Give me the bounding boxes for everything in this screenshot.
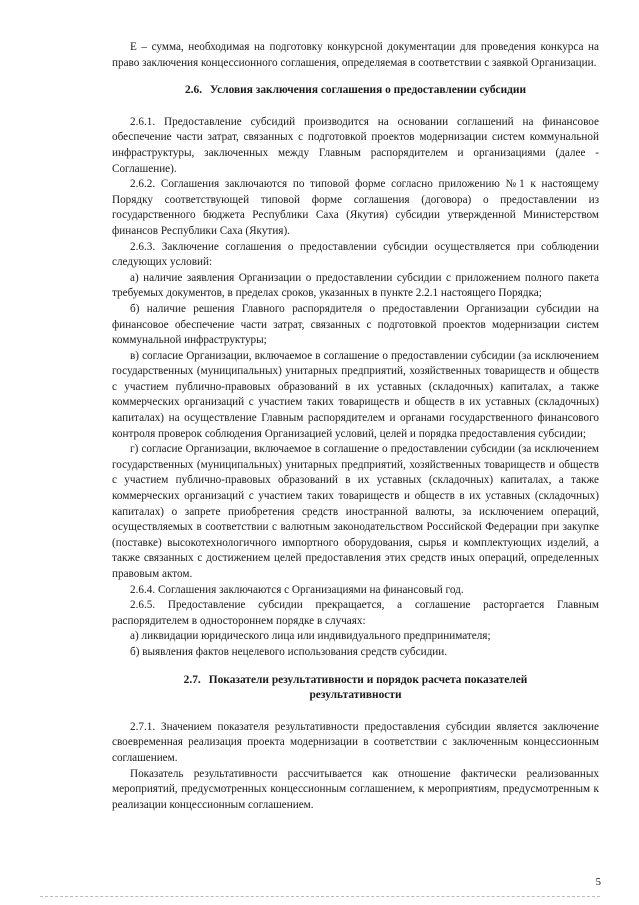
paragraph-2-6-5: 2.6.5. Предоставление субсидии прекращается, а соглашение расторгается Главным распорядителем в одностороннем порядке в случаях: xyxy=(112,599,599,627)
paragraph-2-6-2: 2.6.2. Соглашения заключаются по типовой форме согласно приложению №1 к настоящему Порядку соответствующей типовой форме соглашения (договора) о предоставлении из государственного бюджета Республики Саха (Якутия) субсидии утвержденной Министерством финансов Республики Саха (Якутия). xyxy=(112,178,599,237)
section-title-line1: Показатели результативности и порядок расчета показателей xyxy=(208,673,528,686)
footer-divider xyxy=(40,896,600,897)
section-number: 2.6. xyxy=(184,84,203,97)
condition-a: а) наличие заявления Организации о предоставлении субсидии с приложением полного пакета требуемых документов, в пределах сроков, указанных в пункте 2.2.1 настоящего Порядка; xyxy=(112,271,599,300)
page-number: 5 xyxy=(595,876,601,888)
section-heading-2-6 xyxy=(112,83,599,99)
paragraph-indicator: Показатель результативности рассчитывается как отношение фактически реализованных мероприятий, предусмотренных концессионным соглашением, к мероприятиям, предусмотренным к реализации концессионным соглашением. xyxy=(112,767,599,811)
condition-g: г) согласие Организации, включаемое в соглашение о предоставлении субсидии (за исключением государственных (муниципальных) унитарных предприятий, хозяйственных товариществ и обществ с участием публично-правовых образований в их уставных (складочных) капиталах, а также коммерческих организаций с участием таких товариществ и обществ в их уставных (складочных) капиталах) о запрете приобретения средств иностранной валюты, за исключением операций, осуществляемых в соответствии с валютным законодательством Российской Федерации при закупке (поставке) высокотехнологичного импортного оборудования, сырья и комплектующих изделий, а также связанных с достижением целей предоставления этих средств иных операций, определенных правовым актом. xyxy=(112,443,599,580)
section-title-line2: результативности xyxy=(309,689,402,702)
termination-b: б) выявления фактов нецелевого использования средств субсидии. xyxy=(130,645,448,658)
paragraph-2-6-4: 2.6.4. Соглашения заключаются с Организациями на финансовый год. xyxy=(130,583,464,596)
section-title: Условия заключения соглашения о предоставлении субсидии xyxy=(210,84,527,97)
section-number: 2.7. xyxy=(183,673,201,686)
paragraph-2-6-3: 2.6.3. Заключение соглашения о предоставлении субсидии осуществляется при соблюдении следующих условий: xyxy=(112,240,599,269)
condition-b: б) наличие решения Главного распорядителя о предоставлении Организации субсидии на финансовое обеспечение части затрат, связанных с подготовкой проектов модернизации систем коммунальной инфраструктуры; xyxy=(112,302,599,347)
termination-a: а) ликвидации юридического лица или индивидуального предпринимателя; xyxy=(130,630,491,643)
condition-v: в) согласие Организации, включаемое в соглашение о предоставлении субсидии (за исключением государственных (муниципальных) унитарных предприятий, хозяйственных товариществ и обществ с участием публично-правовых образований в их уставных (складочных) капиталах, а также коммерческих организаций с участием таких товариществ и обществ в их уставных (складочных) капиталах) на осуществление Главным распорядителем и органами государственного финансового контроля проверок соблюдения Организацией условий, целей и порядка предоставления субсидии; xyxy=(112,349,599,440)
paragraph-2-7-1: 2.7.1. Значением показателя результативности предоставления субсидии является заключение своевременная реализация проекта модернизации в соответствии с заключенным концессионным соглашением. xyxy=(112,720,599,764)
document-body xyxy=(112,40,599,813)
paragraph-2-6-1: 2.6.1. Предоставление субсидий производится на основании соглашений на финансовое обеспечение части затрат, связанных с подготовкой проектов модернизации систем коммунальной инфраструктуры, заключенных между Главным распорядителем и организациями (далее - Соглашение). xyxy=(112,115,599,175)
section-heading-2-7 xyxy=(112,673,599,704)
intro-paragraph: Е – сумма, необходимая на подготовку конкурсной документации для проведения конкурса на право заключения концессионного соглашения, определяемая в соответствии с заявкой Организации. xyxy=(112,41,599,69)
